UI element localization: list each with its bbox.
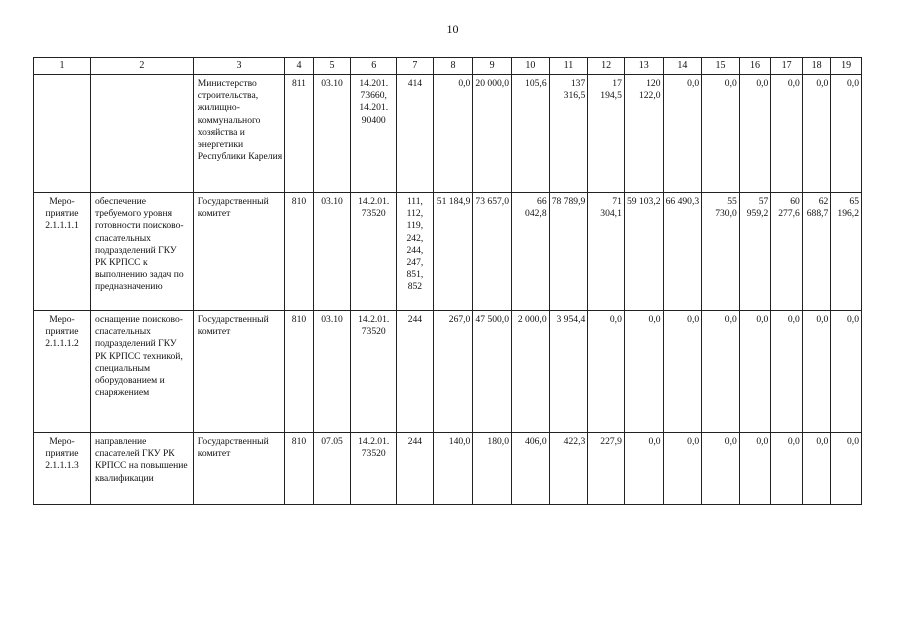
amount-cell: 60 277,6 — [771, 193, 803, 311]
amount-cell: 0,0 — [771, 433, 803, 505]
amount-cell: 105,6 — [512, 75, 550, 193]
amount-cell: 65 196,2 — [831, 193, 862, 311]
target-article: 14.2.01. 73520 — [351, 311, 397, 433]
activity-code: Меро-приятие 2.1.1.1.1 — [34, 193, 91, 311]
expense-type: 244 — [397, 433, 434, 505]
page-number: 10 — [446, 22, 459, 36]
amount-cell: 0,0 — [771, 75, 803, 193]
activity-description: направление спасателей ГКУ РК КРПСС на повышение квалификации — [90, 433, 193, 505]
target-article: 14.2.01. 73520 — [351, 433, 397, 505]
column-number: 3 — [193, 58, 285, 75]
amount-cell: 180,0 — [473, 433, 512, 505]
amount-cell: 0,0 — [739, 75, 771, 193]
target-article: 14.201. 73660, 14.201. 90400 — [351, 75, 397, 193]
amount-cell: 62 688,7 — [802, 193, 830, 311]
amount-cell: 0,0 — [624, 433, 663, 505]
activity-description — [90, 75, 193, 193]
activity-code: Меро-приятие 2.1.1.1.3 — [34, 433, 91, 505]
column-number: 11 — [549, 58, 588, 75]
column-number: 19 — [831, 58, 862, 75]
column-number: 5 — [313, 58, 351, 75]
amount-cell: 0,0 — [588, 311, 625, 433]
column-number: 12 — [588, 58, 625, 75]
amount-cell: 73 657,0 — [473, 193, 512, 311]
section-code: 03.10 — [313, 75, 351, 193]
column-number: 1 — [34, 58, 91, 75]
target-article: 14.2.01. 73520 — [351, 193, 397, 311]
amount-cell: 137 316,5 — [549, 75, 588, 193]
section-code: 03.10 — [313, 193, 351, 311]
amount-cell: 0,0 — [831, 311, 862, 433]
amount-cell: 0,0 — [433, 75, 473, 193]
ministry-code: 811 — [285, 75, 313, 193]
amount-cell: 17 194,5 — [588, 75, 625, 193]
activity-code: Меро-приятие 2.1.1.1.2 — [34, 311, 91, 433]
column-number: 18 — [802, 58, 830, 75]
amount-cell: 227,9 — [588, 433, 625, 505]
amount-cell: 422,3 — [549, 433, 588, 505]
executor: Государственный комитет — [193, 193, 285, 311]
amount-cell: 267,0 — [433, 311, 473, 433]
column-number: 13 — [624, 58, 663, 75]
expense-type: 244 — [397, 311, 434, 433]
column-number: 14 — [663, 58, 702, 75]
amount-cell: 20 000,0 — [473, 75, 512, 193]
amount-cell: 0,0 — [831, 75, 862, 193]
amount-cell: 0,0 — [739, 311, 771, 433]
amount-cell: 0,0 — [624, 311, 663, 433]
column-number: 9 — [473, 58, 512, 75]
column-number: 10 — [512, 58, 550, 75]
activity-description: обеспечение требуемого уровня готовности поисково-спасательных подразделений ГКУ РК КРПСС к выполнению задач по предназначению — [90, 193, 193, 311]
amount-cell: 57 959,2 — [739, 193, 771, 311]
ministry-code: 810 — [285, 193, 313, 311]
amount-cell: 47 500,0 — [473, 311, 512, 433]
column-number: 7 — [397, 58, 434, 75]
amount-cell: 0,0 — [739, 433, 771, 505]
column-number: 17 — [771, 58, 803, 75]
amount-cell: 2 000,0 — [512, 311, 550, 433]
column-number: 2 — [90, 58, 193, 75]
amount-cell: 0,0 — [831, 433, 862, 505]
ministry-code: 810 — [285, 311, 313, 433]
amount-cell: 0,0 — [663, 311, 702, 433]
column-number: 15 — [702, 58, 740, 75]
executor: Министерство строительства, жилищно-коммунального хозяйства и энергетики Республики Карелия — [193, 75, 285, 193]
amount-cell: 59 103,2 — [624, 193, 663, 311]
column-number: 6 — [351, 58, 397, 75]
amount-cell: 0,0 — [702, 75, 740, 193]
amount-cell: 0,0 — [802, 311, 830, 433]
expense-type: 111, 112, 119, 242, 244, 247, 851, 852 — [397, 193, 434, 311]
amount-cell: 0,0 — [802, 433, 830, 505]
amount-cell: 0,0 — [702, 311, 740, 433]
amount-cell: 120 122,0 — [624, 75, 663, 193]
amount-cell: 406,0 — [512, 433, 550, 505]
amount-cell: 71 304,1 — [588, 193, 625, 311]
amount-cell: 55 730,0 — [702, 193, 740, 311]
amount-cell: 78 789,9 — [549, 193, 588, 311]
amount-cell: 0,0 — [771, 311, 803, 433]
amount-cell: 0,0 — [802, 75, 830, 193]
amount-cell: 0,0 — [663, 433, 702, 505]
executor: Государственный комитет — [193, 433, 285, 505]
column-number: 16 — [739, 58, 771, 75]
column-number: 8 — [433, 58, 473, 75]
expense-type: 414 — [397, 75, 434, 193]
budget-table — [33, 57, 862, 505]
amount-cell: 0,0 — [702, 433, 740, 505]
amount-cell: 51 184,9 — [433, 193, 473, 311]
column-number-row — [34, 58, 862, 75]
activity-description: оснащение поисково-спасательных подразделений ГКУ РК КРПСС техникой, специальным оборудованием и снаряжением — [90, 311, 193, 433]
amount-cell: 3 954,4 — [549, 311, 588, 433]
table-row — [34, 311, 862, 433]
amount-cell: 0,0 — [663, 75, 702, 193]
section-code: 03.10 — [313, 311, 351, 433]
table-row — [34, 193, 862, 311]
amount-cell: 66 042,8 — [512, 193, 550, 311]
table-row — [34, 433, 862, 505]
section-code: 07.05 — [313, 433, 351, 505]
ministry-code: 810 — [285, 433, 313, 505]
executor: Государственный комитет — [193, 311, 285, 433]
amount-cell: 66 490,3 — [663, 193, 702, 311]
table-row — [34, 75, 862, 193]
column-number: 4 — [285, 58, 313, 75]
activity-code — [34, 75, 91, 193]
amount-cell: 140,0 — [433, 433, 473, 505]
